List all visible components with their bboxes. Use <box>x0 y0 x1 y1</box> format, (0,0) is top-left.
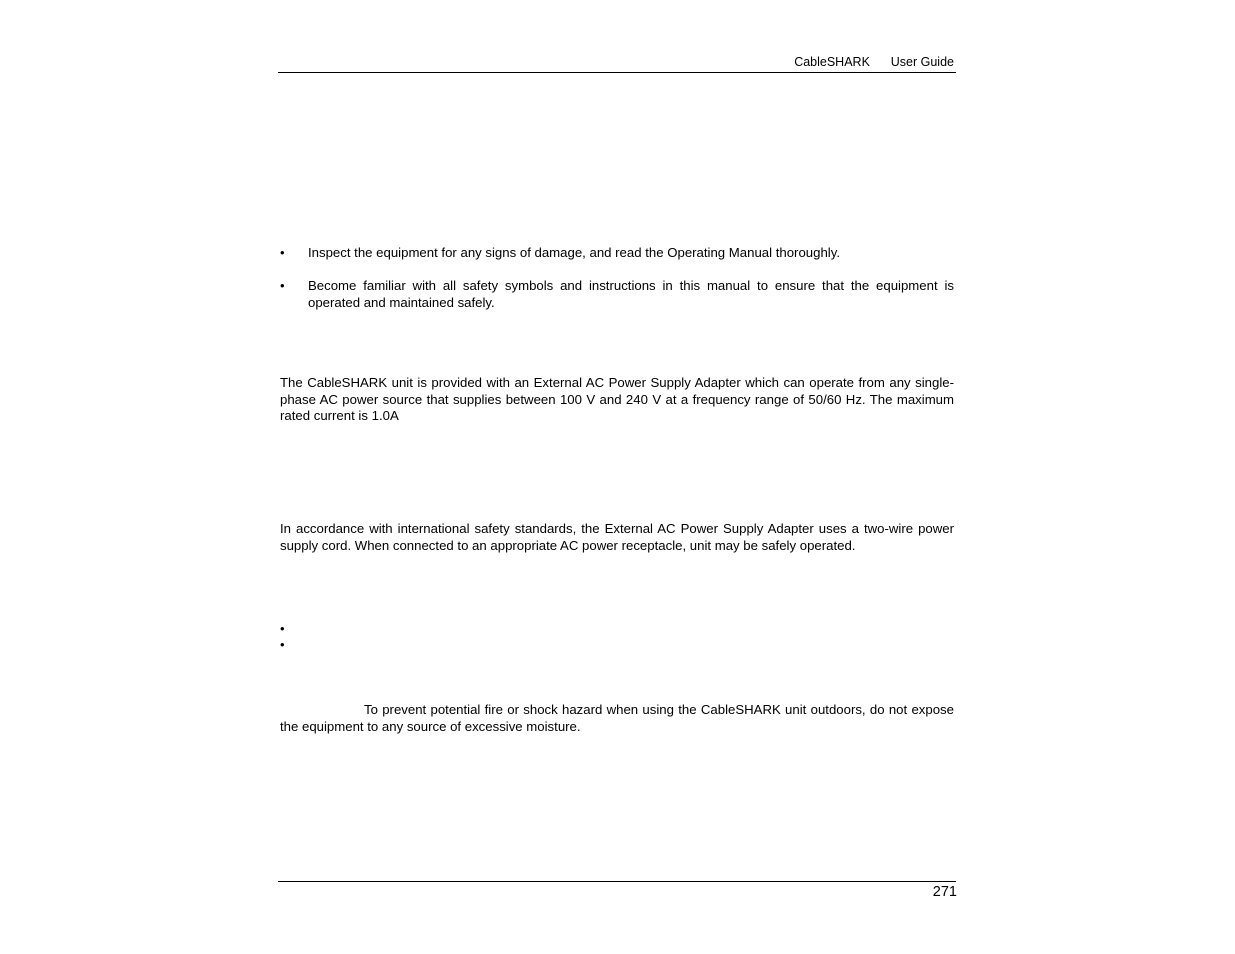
bullet-icon: • <box>280 245 285 260</box>
header-rule <box>278 72 956 73</box>
bullet-icon: • <box>280 278 285 293</box>
bullet-icon: • <box>280 637 285 652</box>
header-title: User Guide <box>890 55 954 69</box>
list-item <box>280 278 954 311</box>
two-wire-cord-paragraph: In accordance with international safety standards, the External AC Power Supply Adapter uses a two-wire power supply cord. When connected to an appropriate AC power receptacle, unit may be safely operated. <box>280 521 954 553</box>
list-item-text: Become familiar with all safety symbols and instructions in this manual to ensure that the equipment is operated and maintained safely. <box>308 278 954 310</box>
running-header <box>794 55 954 69</box>
list-item-text: Inspect the equipment for any signs of damage, and read the Operating Manual thoroughly. <box>308 245 840 260</box>
page-number: 271 <box>932 884 957 900</box>
power-supply-paragraph: The CableSHARK unit is provided with an External AC Power Supply Adapter which can operate from any single-phase AC power source that supplies between 100 V and 240 V at a frequency range of 50/60 Hz. The maximum rated current is 1.0A <box>280 375 954 423</box>
footer-rule <box>278 881 956 882</box>
bullet-icon: • <box>280 621 285 636</box>
outdoor-warning-paragraph: To prevent potential fire or shock hazard when using the CableSHARK unit outdoors, do not expose the equipment to any source of excessive moisture. <box>280 702 954 734</box>
header-product: CableSHARK <box>794 55 870 69</box>
list-item <box>280 245 954 262</box>
